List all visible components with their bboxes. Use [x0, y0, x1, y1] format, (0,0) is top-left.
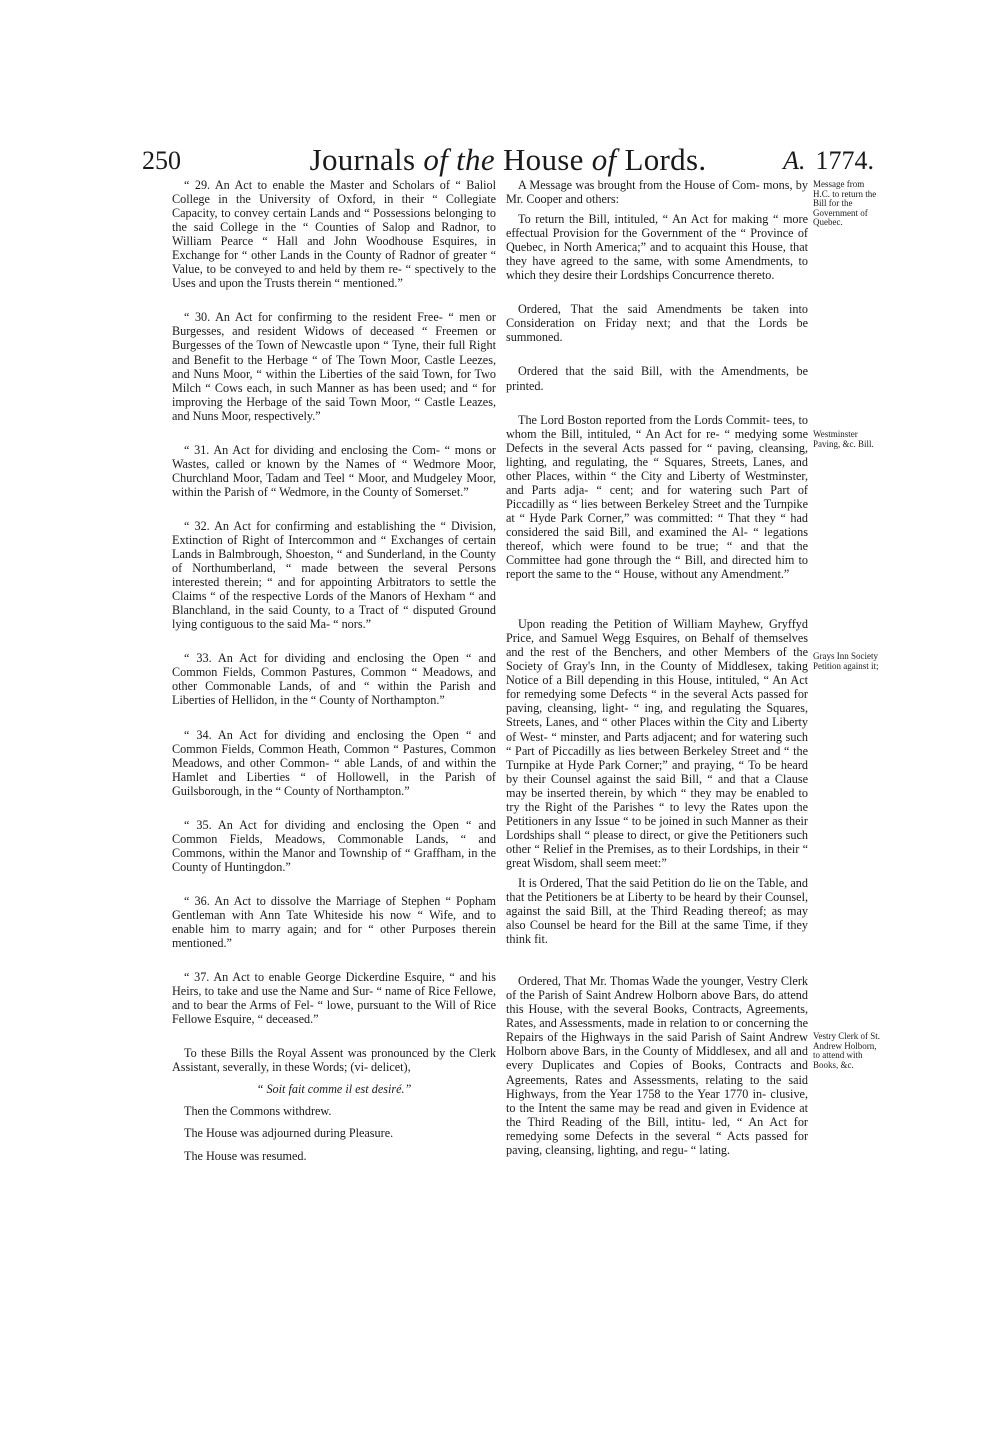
margin-note-quebec: Message from H.C. to return the Bill for the Government of Quebec.: [813, 179, 877, 228]
act-34: “ 34. An Act for dividing and enclosing the Open “ and Common Fields, Common Heath, Common “ Pastures, Common Meadows, and other Common- “ able Lands, of and within the Hamlet and Liberties “ of Hollowell, in the Parish of Guilsborough, in the “ County of Northampton.”: [172, 727, 496, 798]
act-37: “ 37. An Act to enable George Dickerdine Esquire, “ and his Heirs, to take and use the Name and Sur- “ name of Rice Fellowe, and to bear the Arms of Fel- “ lowe, pursuant to the Will of Rice Fellowe Esquire, “ deceased.”: [172, 970, 496, 1027]
title-part-house: House: [494, 142, 592, 177]
act-36: “ 36. An Act to dissolve the Marriage of Stephen “ Popham Gentleman with Ann Tate Whiteside his now “ Wife, and to enable him to marry again; and for “ other Purposes therein mentioned.”: [172, 893, 496, 951]
title-part-of: of: [591, 142, 617, 177]
house-adjourned: The House was adjourned during Pleasure.: [184, 1126, 394, 1141]
title-part-journals: Journals: [309, 142, 424, 177]
vestry-clerk-order: Ordered, That Mr. Thomas Wade the younger, Vestry Clerk of the Parish of Saint Andrew Holborn above Bars, do attend this House, with the several Books, Contracts, Agreements, Rates, and Assessments, made in relation to or concerning the Repairs of the Highways in the said Parish of Saint Andrew Holborn above Bars, in the County of Middlesex, and all and every Duplicates and Copies of Books, Contracts and Agreements, Rates and Assessments, relating to the said Highways, from the Year 1758 to the Year 1770 in- clusive, to the Intent the same may be read and given in Evidence at the Third Reading of the Bill, intitu- led, “ An Act for remedying some Defects in the several “ Acts passed for paving, cleansing, lighting, and regu- “ lating.: [506, 974, 808, 1157]
right-column: [506, 178, 808, 1177]
grays-inn-petition: Upon reading the Petition of William Mayhew, Gryffyd Price, and Samuel Wegg Esquires, on Behalf of themselves and the rest of the Benchers, and other Members of the Society of Gray's Inn, in the County of Middlesex, taking Notice of a Bill depending in this House, intituled, “ An Act for remedying some Defects “ in the several Acts passed for paving, cleansing, light- “ ing, and regulating the Squares, Streets, Lanes, and “ other Places within the City and Liberty of West- “ minster, and Parts adjacent; and for watering such “ Part of Piccadilly as lies between Berkeley Street and “ the Turnpike at Hyde Park Corner;” and praying, “ To be heard by their Counsel against the said Bill, “ and that a Clause may be inserted therein, by which “ they may be enabled to try the Right of the Parishes “ to levy the Rates upon the Petitioners in any Issue “ to be joined in such Manner as their Lordships shall “ please to direct, or give the Petitioners such other “ Relief in the Premises, as to their Lordships, in their “ great Wisdom, shall seem meet:”: [506, 617, 808, 870]
quebec-bill-return: To return the Bill, intituled, “ An Act for making “ more effectual Provision for the Government of the “ Province of Quebec, in North America;” and to acquaint this House, that they have agreed to the same, with some Amendments, to which they desire their Lordships Concurrence thereto.: [506, 212, 808, 283]
margin-note-vestry-clerk: Vestry Clerk of St. Andrew Holborn, to attend with Books, &c.: [813, 1031, 880, 1070]
title-part-lords: Lords.: [616, 142, 707, 177]
commons-withdrew: Then the Commons withdrew.: [184, 1104, 332, 1119]
act-30: “ 30. An Act for confirming to the resident Free- “ men or Burgesses, and resident Widows of deceased “ Freemen or Burgesses of the Town of Newcastle upon “ Tyne, their full Right and Benefit to the Herbage “ of The Town Moor, Castle Leezes, and Nuns Moor, “ within the Liberties of the said Town, for Two Milch “ Cows each, in such Manner as has been used; and “ for improving the Herbage of the said Town Moor, “ Castle Leazes, and Nuns Moor, respectively.”: [172, 310, 496, 423]
amendments-order: Ordered, That the said Amendments be taken into Consideration on Friday next; and that the Lords be summoned.: [506, 302, 808, 345]
year-prefix: A.: [783, 146, 806, 175]
title-part-of-the: of the: [423, 142, 495, 177]
printing-order: Ordered that the said Bill, with the Amendments, be printed.: [506, 364, 808, 393]
page-number: 250: [142, 146, 181, 175]
journal-title: [142, 142, 874, 178]
margin-note-grays-inn: Grays Inn Society Petition against it;: [813, 651, 879, 671]
year-label: [783, 146, 874, 176]
year-value: 1774.: [815, 146, 874, 175]
left-column: [172, 178, 496, 1171]
act-32: “ 32. An Act for confirming and establishing the “ Division, Extinction of Right of Intercommon and “ Exchanges of certain Lands in Balmbrough, Shoeston, “ and Sunderland, in the County of Northumberland, “ made between the several Persons interested therein; “ and for appointing Arbitrators to settle the Claims “ of the respective Lords of the Manors of Hexham “ and Blanchland, in the said County, to a Tract of “ disputed Ground lying contiguous to the said Ma- “ nors.”: [172, 518, 496, 632]
act-35: “ 35. An Act for dividing and enclosing the Open “ and Common Fields, Meadows, Commonable Lands, “ and Commons, within the Manor and Township of “ Graffham, in the County of Huntingdon.”: [172, 817, 496, 874]
page-header: [142, 142, 874, 180]
royal-assent-formula: “ Soit fait comme il est desiré.”: [256, 1082, 412, 1097]
margin-note-westminster: Westminster Paving, &c. Bill.: [813, 429, 874, 449]
act-33: “ 33. An Act for dividing and enclosing the Open “ and Common Fields, Common Pastures, Common “ Meadows, and other Commonable Lands, of and “ within the Parish and Liberties of Hellidon, in the “ County of Northampton.”: [172, 651, 496, 708]
act-31: “ 31. An Act for dividing and enclosing the Com- “ mons or Wastes, called or known by the Names of “ Wedmore Moor, Churchland Moor, Tadam and Teel “ Moor, and Mudgeley Moor, within the Parish of “ Wedmore, in the County of Somerset.”: [172, 442, 496, 499]
royal-assent-text: To these Bills the Royal Assent was pronounced by the Clerk Assistant, severally, in these Words; (vi- delicet),: [172, 1046, 496, 1075]
act-29: “ 29. An Act to enable the Master and Scholars of “ Baliol College in the University of Oxford, in their “ Collegiate Capacity, to convey certain Lands and “ Possessions belonging to the said College in the “ Counties of Salop and Radnor, to William Pearce “ Hall and John Woodhouse Esquires, in Exchange for “ other Lands in the County of Radnor of greater “ Value, to be conveyed to and held by them re- “ spectively to the Uses and upon the Trusts therein “ mentioned.”: [172, 178, 496, 291]
house-resumed: The House was resumed.: [184, 1148, 307, 1163]
westminster-report: The Lord Boston reported from the Lords Commit- tees, to whom the Bill, intituled, “ An Act for re- “ medying some Defects in the several Acts passed for “ paving, cleansing, lighting, and regulating, the “ Squares, Streets, Lanes, and other Places, within “ the City and Liberty of Westminster, and Parts adja- “ cent; and for watering such Part of Piccadilly as “ lies between Berkeley Street and the Turnpike at “ Hyde Park Corner,” was committed: “ That they “ had considered the said Bill, and examined the Al- “ legations thereof, which were found to be true; “ and that the Committee had gone through the “ Bill, and directed him to report the same to the “ House, without any Amendment.”: [506, 412, 808, 582]
message-from-commons: A Message was brought from the House of Com- mons, by Mr. Cooper and others:: [506, 178, 808, 207]
petition-order: It is Ordered, That the said Petition do lie on the Table, and that the Petitioners be at Liberty to be heard by their Counsel, against the said Bill, at the Third Reading thereof; as may also Counsel be heard for the Bill at the same Time, if they think fit.: [506, 875, 808, 947]
